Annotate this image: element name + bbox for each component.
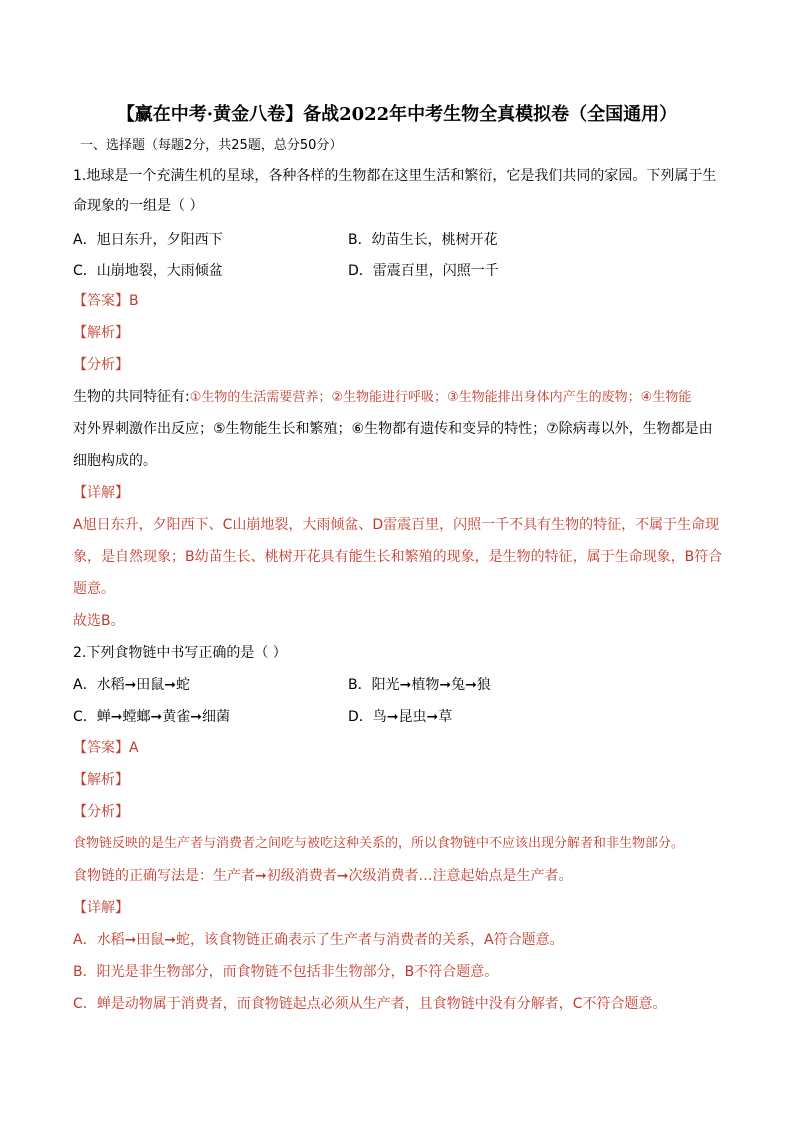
q2-detail-b: B．阳光是非生物部分，而食物链不包括非生物部分，B不符合题意。 <box>73 964 499 980</box>
q2-option-a: A．水稻➞田鼠➞蛇 <box>73 677 191 693</box>
q2-analysis-line1: 食物链反映的是生产者与消费者之间吃与被吃这种关系的，所以食物链中不应该出现分解者和非生物部分。 <box>73 836 685 851</box>
q1-stem-line2: 命现象的一组是（ ） <box>73 198 204 214</box>
q1-answer: 【答案】B <box>73 293 139 309</box>
q1-analysis-line1 <box>73 388 691 407</box>
q2-option-d: D．鸟➞昆虫➞草 <box>348 709 453 725</box>
q1-fenxi-label: 【分析】 <box>73 357 129 373</box>
page-title: 【赢在中考·黄金八卷】备战2022年中考生物全真模拟卷（全国通用） <box>116 104 678 125</box>
q1-detail-label: 【详解】 <box>73 485 129 501</box>
q2-analysis-line2: 食物链的正确写法是：生产者➞初级消费者➞次级消费者…注意起始点是生产者。 <box>73 868 573 884</box>
q2-option-c: C．蝉➞螳螂➞黄雀➞细菌 <box>73 709 230 725</box>
q2-stem: 2.下列食物链中书写正确的是（ ） <box>73 645 287 661</box>
q2-detail-label: 【详解】 <box>73 900 129 916</box>
q1-stem-line1: 1.地球是一个充满生机的星球，各种各样的生物都在这里生活和繁衍，它是我们共同的家园。下列属于生 <box>73 168 717 184</box>
q1-detail-line2: 象，是自然现象；B幼苗生长、桃树开花具有能生长和繁殖的现象，是生物的特征，属于生命现象，B符合 <box>73 549 723 565</box>
q1-option-b: B．幼苗生长，桃树开花 <box>348 232 498 248</box>
q1-detail-line3: 题意。 <box>73 581 115 597</box>
q1-analysis-line3: 细胞构成的。 <box>73 453 157 469</box>
q2-option-b: B．阳光➞植物➞兔➞狼 <box>348 677 491 693</box>
q1-analysis-points: ①生物的生活需要营养；②生物能进行呼吸；③生物能排出身体内产生的废物；④生物能 <box>189 390 692 405</box>
section-heading: 一、选择题（每题2分，共25题，总分50分） <box>80 138 343 153</box>
q1-conclusion: 故选B。 <box>73 613 125 629</box>
q2-fenxi-label: 【分析】 <box>73 804 129 820</box>
q1-detail-line1: A旭日东升，夕阳西下、C山崩地裂，大雨倾盆、D雷震百里，闪照一千不具有生物的特征，不属于生命现 <box>73 517 720 533</box>
q1-analysis-line2: 对外界刺激作出反应；⑤生物能生长和繁殖；⑥生物都有遗传和变异的特性；⑦除病毒以外，生物都是由 <box>73 421 713 437</box>
q1-analysis-intro: 生物的共同特征有: <box>73 389 190 405</box>
q2-answer: 【答案】A <box>73 740 139 756</box>
q1-option-a: A．旭日东升，夕阳西下 <box>73 232 223 248</box>
q1-option-d: D．雷震百里，闪照一千 <box>348 263 499 279</box>
q1-option-c: C．山崩地裂，大雨倾盆 <box>73 263 223 279</box>
q1-jiexi-label: 【解析】 <box>73 325 129 341</box>
q2-jiexi-label: 【解析】 <box>73 772 129 788</box>
q2-detail-c: C．蝉是动物属于消费者，而食物链起点必须从生产者，且食物链中没有分解者，C不符合题意。 <box>73 996 667 1012</box>
q2-detail-a: A．水稻➞田鼠➞蛇，该食物链正确表示了生产者与消费者的关系，A符合题意。 <box>73 932 564 948</box>
